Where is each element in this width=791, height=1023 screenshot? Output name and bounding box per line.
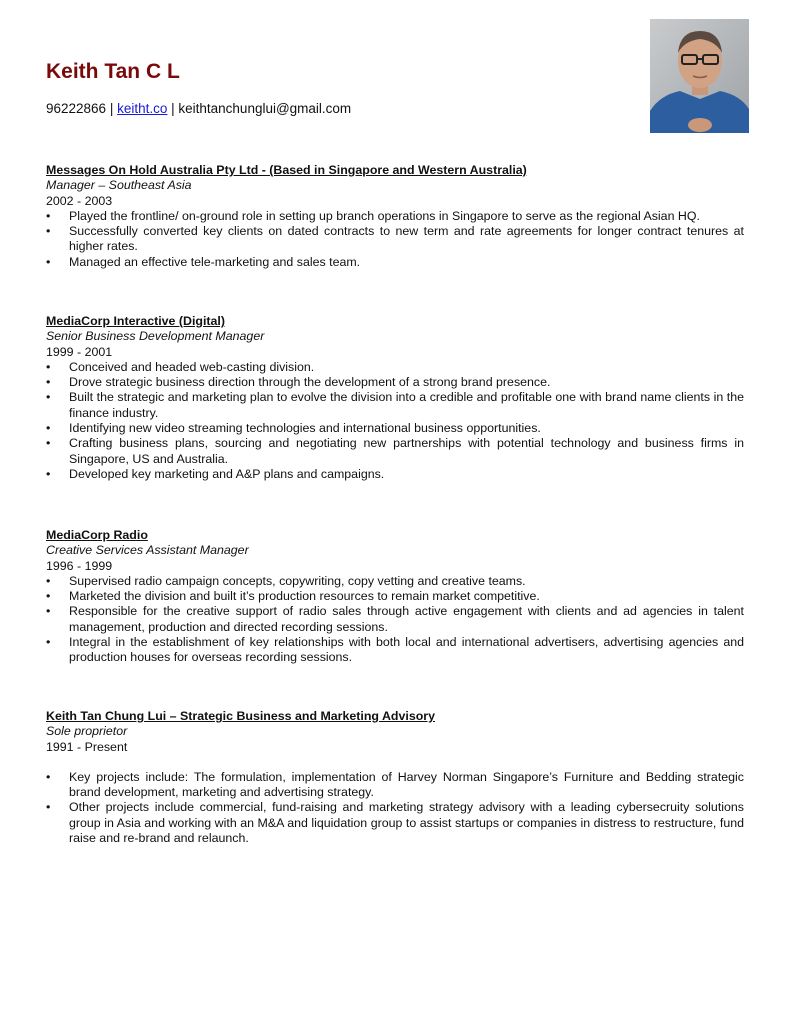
bullet-icon: • (46, 359, 51, 374)
job-period: 2002 - 2003 (46, 193, 113, 208)
bullet-icon: • (46, 208, 51, 223)
list-item: • Played the frontline/ on-ground role in setting up branch operations in Singapore to serve as the regional Asian HQ. (46, 208, 700, 223)
list-item: • Crafting business plans, sourcing and negotiating new partnerships with potential technology and business firms in Singapore, US and Australia. (46, 436, 744, 466)
responsibilities-list (46, 209, 744, 270)
job-title: Creative Services Assistant Manager (46, 543, 249, 558)
responsibilities-list (46, 574, 744, 666)
list-item: • Marketed the division and built it’s production resources to remain market competitive. (46, 589, 540, 604)
bullet-icon: • (46, 436, 51, 451)
list-item: • Integral in the establishment of key relationships with both local and international advertisers, advertising agencies and production houses for overseas recording sessions. (46, 635, 744, 665)
separator: | (167, 101, 179, 116)
bullet-icon: • (46, 573, 51, 588)
bullet-icon: • (46, 800, 51, 815)
contact-line (46, 101, 351, 116)
bullet-icon: • (46, 390, 51, 405)
bullet-icon: • (46, 635, 51, 650)
job-title: Manager – Southeast Asia (46, 178, 192, 193)
company-name: Messages On Hold Australia Pty Ltd - (Based in Singapore and Western Australia) (46, 163, 527, 177)
bullet-icon: • (46, 604, 51, 619)
experience-entry (46, 314, 744, 482)
experience-entry (46, 163, 744, 270)
experience-entry (46, 528, 744, 666)
list-item: • Responsible for the creative support of radio sales through active engagement with clients and ad agencies in talent management, production and directed recording sessions. (46, 604, 744, 634)
company-name: MediaCorp Interactive (Digital) (46, 314, 226, 328)
list-item: • Developed key marketing and A&P plans and campaigns. (46, 466, 385, 481)
spacer (46, 755, 744, 770)
bullet-icon: • (46, 421, 51, 436)
experience-entry (46, 709, 744, 846)
bullet-icon: • (46, 466, 51, 481)
bullet-icon: • (46, 375, 51, 390)
profile-photo (650, 19, 749, 133)
bullet-icon: • (46, 224, 51, 239)
company-name: Keith Tan Chung Lui – Strategic Business and Marketing Advisory (46, 709, 435, 723)
list-item: • Other projects include commercial, fund-raising and marketing strategy advisory with a leading cybersecruity solutions group in Asia and working with an M&A and liquidation group to assist startups or companies in distress to restructure, fund raise and re-brand and relaunch. (46, 800, 744, 846)
list-item: • Key projects include: The formulation, implementation of Harvey Norman Singapore’s Furniture and Bedding strategic brand development, marketing and advertising strategy. (46, 769, 744, 800)
job-period: 1991 - Present (46, 739, 128, 754)
separator: | (106, 101, 118, 116)
list-item: • Supervised radio campaign concepts, copywriting, copy vetting and creative teams. (46, 573, 526, 588)
job-title: Senior Business Development Manager (46, 329, 265, 344)
bullet-icon: • (46, 589, 51, 604)
list-item: • Managed an effective tele-marketing and sales team. (46, 254, 361, 269)
bullet-icon: • (46, 254, 51, 269)
candidate-name: Keith Tan C L (46, 60, 180, 83)
job-title: Sole proprietor (46, 724, 128, 739)
job-period: 1999 - 2001 (46, 344, 113, 359)
list-item: • Conceived and headed web-casting division. (46, 359, 315, 374)
website-link[interactable]: keitht.co (117, 101, 168, 116)
job-period: 1996 - 1999 (46, 558, 113, 573)
company-name: MediaCorp Radio (46, 528, 148, 542)
responsibilities-list (46, 770, 744, 846)
list-item: • Successfully converted key clients on dated contracts to new term and rate agreements for longer contract tenures at higher rates. (46, 224, 744, 254)
email-address: keithtanchunglui@gmail.com (178, 101, 352, 116)
list-item: • Identifying new video streaming technologies and international business opportunities. (46, 421, 541, 436)
list-item: • Drove strategic business direction through the development of a strong brand presence. (46, 375, 551, 390)
phone-number: 96222866 (46, 101, 107, 116)
bullet-icon: • (46, 769, 51, 784)
responsibilities-list (46, 360, 744, 482)
list-item: • Built the strategic and marketing plan to evolve the division into a credible and profitable one with brand name clients in the finance industry. (46, 390, 744, 420)
